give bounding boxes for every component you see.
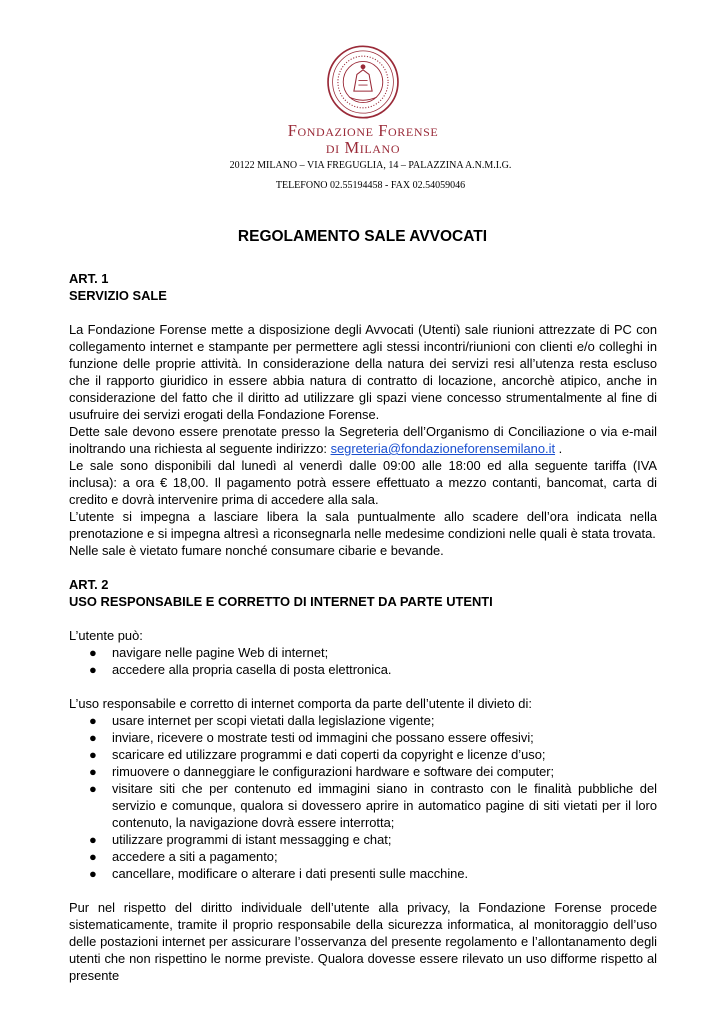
list-item-text: scaricare ed utilizzare programmi e dati coperti da copyright e licenze d’uso;	[112, 747, 546, 762]
letterhead-address: 20122 MILANO – VIA FREGUGLIA, 14 – PALAZZINA A.N.M.I.G.	[229, 160, 512, 171]
organization-name-line1: Fondazione Forense	[287, 121, 439, 140]
document-body	[69, 270, 657, 984]
article-1-hours-paragraph: Le sale sono disponibili dal lunedì al venerdì dalle 09:00 alle 18:00 ed alla seguente tariffa (IVA inclusa): a ora € 18,00. Il pagamento potrà essere effettuato a mezzo contanti, bancomat, carta di credito e dovrà intervenire prima di accedere alla sala.	[69, 458, 657, 507]
bullet-icon: ●	[89, 849, 97, 864]
list-item	[69, 661, 657, 678]
prohibited-list	[69, 712, 657, 882]
list-item-text: accedere a siti a pagamento;	[112, 849, 278, 864]
list-item-text: visitare siti che per contenuto ed immagini siano in contrasto con le finalità pubbliche del servizio e comunque, qualora si dovessero aprire in automatico pagine di siti vietati per il loro contenuto, la navigazione dovrà essere interrotta;	[112, 781, 657, 830]
list-item	[69, 712, 657, 729]
bullet-icon: ●	[89, 645, 97, 660]
article-1-smoking-paragraph: Nelle sale è vietato fumare nonché consumare cibarie e bevande.	[69, 543, 444, 558]
seal-icon	[325, 44, 401, 120]
list-item-text: utilizzare programmi di istant messagging e chat;	[112, 832, 392, 847]
bullet-icon: ●	[89, 832, 97, 847]
organization-name	[285, 122, 441, 156]
booking-text-end: .	[555, 441, 563, 456]
document-title: REGOLAMENTO SALE AVVOCATI	[237, 228, 488, 245]
list-item-text: cancellare, modificare o alterare i dati presenti sulle macchine.	[112, 866, 469, 881]
allowed-list	[69, 644, 657, 678]
bullet-icon: ●	[89, 662, 97, 677]
list-item-text: usare internet per scopi vietati dalla legislazione vigente;	[112, 713, 435, 728]
article-1-label: ART. 1	[69, 271, 109, 286]
list-item	[69, 780, 657, 831]
allowed-intro: L’utente può:	[69, 628, 143, 643]
letterhead-phone-fax: TELEFONO 02.55194458 - FAX 02.54059046	[275, 180, 466, 191]
list-item	[69, 831, 657, 848]
bullet-icon: ●	[89, 866, 97, 881]
list-item	[69, 729, 657, 746]
article-2-label: ART. 2	[69, 577, 109, 592]
letterhead-logo	[285, 44, 441, 156]
bullet-icon: ●	[89, 747, 97, 762]
list-item	[69, 644, 657, 661]
list-item	[69, 848, 657, 865]
article-1-booking-paragraph	[69, 423, 657, 457]
bullet-icon: ●	[89, 730, 97, 745]
bullet-icon: ●	[89, 713, 97, 728]
list-item	[69, 865, 657, 882]
article-1-paragraph: La Fondazione Forense mette a disposizione degli Avvocati (Utenti) sale riunioni attrezzate di PC con collegamento internet e stampante per permettere agli stessi incontri/riunioni con clienti e/o colleghi in funzione delle proprie attività. In considerazione della natura dei servizi resi all’utenza resta escluso che il rapporto giuridico in essere abbia natura di contratto di locazione, ancorchè atipico, anche in considerazione del fatto che il diritto ad utilizzare gli spazi viene concesso strumentalmente al fine di usufruire dei servizi erogati della Fondazione Forense.	[69, 322, 657, 422]
list-item-text: accedere alla propria casella di posta elettronica.	[112, 662, 392, 677]
email-link[interactable]: segreteria@fondazioneforensemilano.it	[330, 441, 556, 456]
list-item-text: navigare nelle pagine Web di internet;	[112, 645, 329, 660]
bullet-icon: ●	[89, 781, 97, 796]
list-item	[69, 746, 657, 763]
prohibited-intro: L’uso responsabile e corretto di internet comporta da parte dell’utente il divieto di:	[69, 696, 532, 711]
article-1-room-release-paragraph: L’utente si impegna a lasciare libera la sala puntualmente allo scadere dell’ora indicata nella prenotazione e si impegna altresì a riconsegnarla nelle medesime condizioni nelle quali è stata trovata.	[69, 509, 657, 541]
monitoring-paragraph: Pur nel rispetto del diritto individuale dell’utente alla privacy, la Fondazione Forense procede sistematicamente, tramite il proprio responsabile della sicurezza informatica, al monitoraggio dell’uso delle postazioni internet per assicurare l’osservanza del presente regolamento e l’allontanamento degli utenti che non rispettino le norme previste. Qualora dovesse essere rilevato un uso difforme rispetto al presente	[69, 900, 657, 983]
list-item-text: inviare, ricevere o mostrate testi od immagini che possano essere offesivi;	[112, 730, 534, 745]
article-1-heading: SERVIZIO SALE	[69, 288, 167, 303]
list-item-text: rimuovere o danneggiare le configurazioni hardware e software dei computer;	[112, 764, 555, 779]
organization-name-line2: di Milano	[325, 138, 401, 157]
article-2-heading: USO RESPONSABILE E CORRETTO DI INTERNET DA PARTE UTENTI	[69, 594, 493, 609]
bullet-icon: ●	[89, 764, 97, 779]
list-item	[69, 763, 657, 780]
booking-text: Dette sale devono essere prenotate presso la Segreteria dell’Organismo di Conciliazione o via e-mail inoltrando una richiesta al seguente indirizzo:	[69, 424, 657, 456]
